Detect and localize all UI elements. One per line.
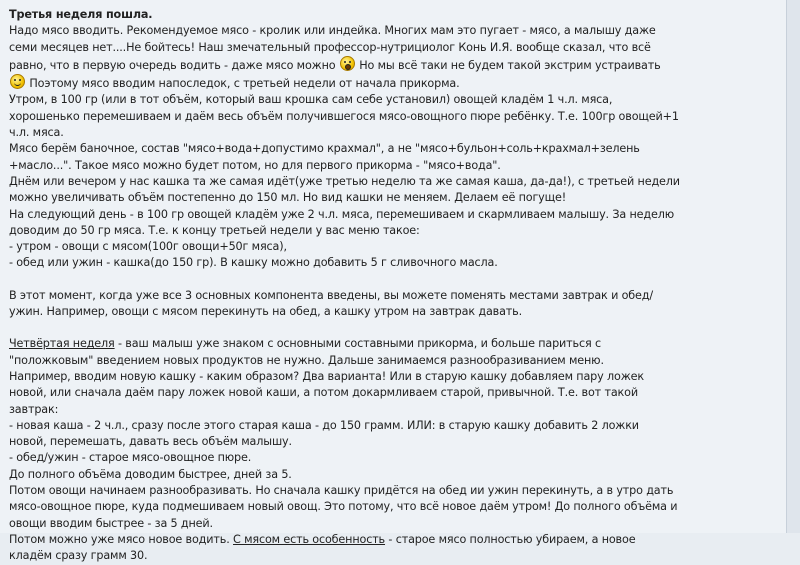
text-line [9,56,784,74]
smiley-icon [10,74,25,89]
text-line: - обед или ужин - кашка(до 150 гр). В кашку можно добавить 5 г сливочного масла. [9,256,498,270]
text-line: Например, вводим новую кашку - каким образом? Два варианта! Или в старую кашку добавляем пару ложек [9,369,644,383]
meat-feature-link[interactable]: С мясом есть особенность [233,532,386,546]
text-line: овощи вводим быстрее - за 5 дней. [9,516,213,530]
text-line: ужин. Например, овощи с мясом перекинуть на обед, а кашку утром на завтрак давать. [9,305,523,319]
post-title: Третья неделя пошла. [9,8,153,21]
text-line: мясо-овощное пюре, куда подмешиваем новый овощ. Это потому, что всё новое даём утром! До полного объёма и [9,500,678,514]
text-line: семи месяцев нет....Не бойтесь! Наш змечательный профессор-нутрициолог Конь И.Я. вообще сказал, что всё [9,40,651,54]
text-line: Мясо берём баночное, состав "мясо+вода+допустимо крахмал", а не "мясо+бульон+соль+крахмал+зелень [9,142,640,156]
text-line: новой, перемешать, давать весь объём малышу. [9,435,292,449]
text-span: - старое мясо полностью убираем, а новое [385,532,636,546]
text-line [9,74,784,92]
text-line: - обед/ужин - старое мясо-овощное пюре. [9,451,252,465]
text-line: Днём или вечером у нас кашка та же самая идёт(уже третью неделю та же самая каша, да-да!), с третьей недели [9,174,680,188]
text-line: +масло...". Такое мясо можно будет потом, но для первого прикорма - "мясо+вода". [9,158,501,172]
text-line [9,532,784,548]
text-line: На следующий день - в 100 гр овощей кладём уже 2 ч.л. мяса, перемешиваем и скармливаем малышу. За неделю [9,207,674,221]
text-line: Потом овощи начинаем разнообразивать. Но сначала кашку придётся на обед ии ужин перекинуть, а в утро дать [9,484,674,498]
text-line: хорошенько перемешиваем и даём весь объём получившегося мясо-овощного пюре ребёнку. Т.е. 100гр овощей+1 [9,109,679,123]
text-span: равно, что в первую очередь водить - даже мясо можно [9,58,336,72]
paragraph-gap [9,320,784,336]
paragraph-gap [9,272,784,288]
text-span: Потом можно уже мясо новое водить. [9,532,234,546]
text-span: - ваш малыш уже знаком с основными составными прикорма, и больше париться с [114,337,601,351]
post-body [9,7,784,565]
text-line: Утром, в 100 гр (или в тот объём, который ваш крошка сам себе установил) овощей кладём 1 ч.л. мяса, [9,93,613,107]
text-line [9,336,784,352]
shocked-smiley-icon [340,56,355,71]
page-scrollbar[interactable] [787,0,800,533]
text-line: ч.л. мяса. [9,126,64,140]
text-line: кладём сразу грамм 30. [9,549,148,563]
text-line: В этот момент, когда уже все 3 основных компонента введены, вы можете поменять местами завтрак и обед/ [9,288,653,302]
text-line: - новая каша - 2 ч.л., сразу после этого старая каша - до 150 грамм. ИЛИ: в старую кашку добавить 2 ложки [9,418,639,432]
text-line: можно увеличивать объём постепенно до 150 мл. Но вид кашки не меняем. Делаем её погуще! [9,191,567,205]
text-line: новой, или сначала даём пару ложек новой каши, а потом докармливаем старой, привычной. Т.е. вот такой [9,386,638,400]
text-line: - утром - овощи с мясом(100г овощи+50г мяса), [9,240,287,254]
week-four-link[interactable]: Четвёртая неделя [9,337,115,351]
text-line: доводим до 50 гр мяса. Т.е. к концу третьей недели у вас меню такое: [9,223,420,237]
text-span: Но мы всё таки не будем такой экстрим устраивать [359,58,661,72]
text-line: "положковым" введением новых продуктов не нужно. Дальше занимаемся разнообразиванием меню. [9,353,604,367]
text-line: завтрак: [9,402,59,416]
text-line: Надо мясо вводить. Рекомендуемое мясо - кролик или индейка. Многих мам это пугает - мясо, а малышу даже [9,24,656,38]
text-span: Поэтому мясо вводим напоследок, с третьей недели от начала прикорма. [29,77,460,91]
text-line: До полного объёма доводим быстрее, дней за 5. [9,467,292,481]
